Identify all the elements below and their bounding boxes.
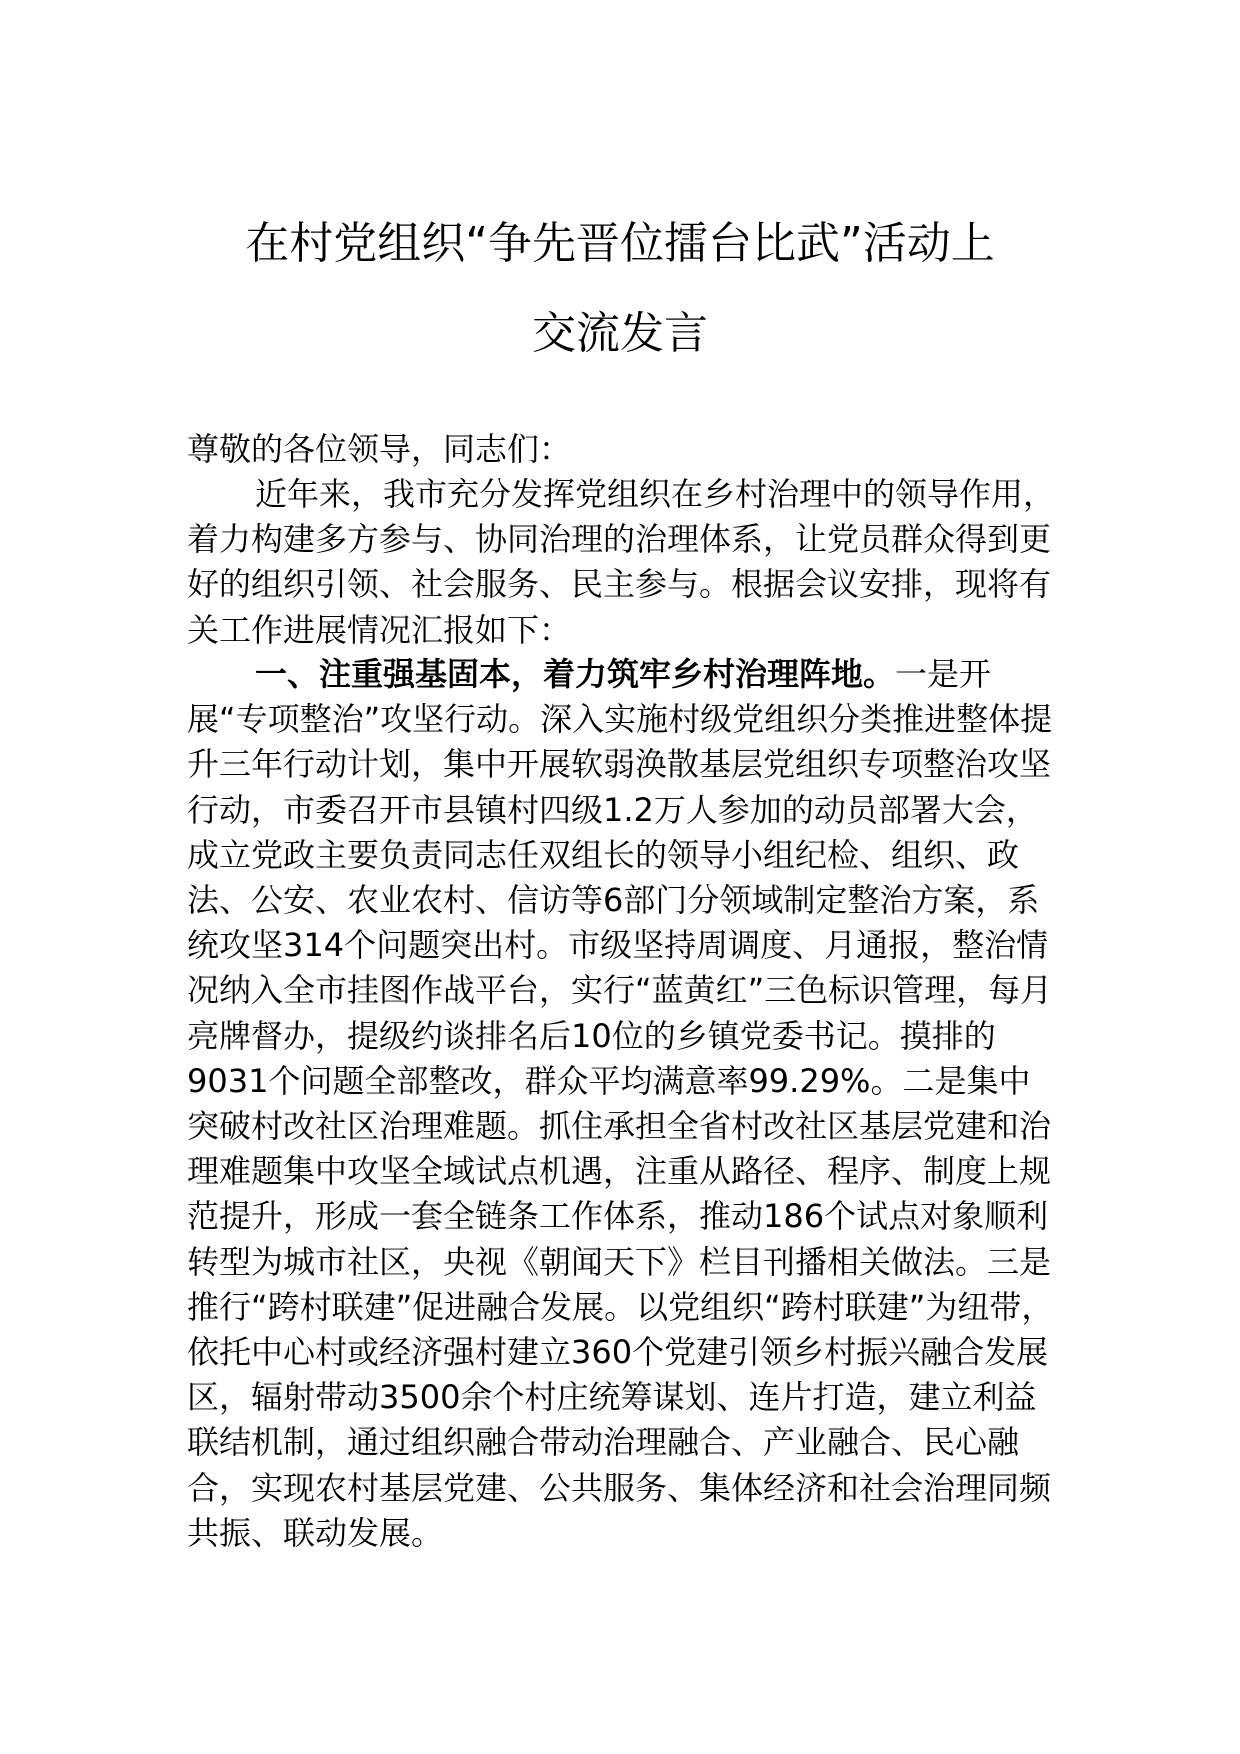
intro-paragraph-text: 近年来，我市充分发挥党组织在乡村治理中的领导作用，着力构建多方参与、协同治理的治理体系，让党员群众得到更好的组织引领、社会服务、民主参与。根据会议安排，现将有关工作进展情况汇报如下： bbox=[187, 475, 1056, 649]
section-1-paragraph bbox=[187, 652, 1057, 1556]
intro-paragraph bbox=[187, 472, 1057, 653]
section-1-heading: 一、注重强基固本，着力筑牢乡村治理阵地。 bbox=[255, 655, 896, 693]
section-1-body: 一是开展“专项整治”攻坚行动。深入实施村级党组织分类推进整体提升三年行动计划，集中开展软弱涣散基层党组织专项整治攻坚行动，市委召开市县镇村四级1.2万人参加的动员部署大会，成立党政主要负责同志任双组长的领导小组纪检、组织、政法、公安、农业农村、信访等6部门分领域制定整治方案，系统攻坚314个问题突出村。市级坚持周调度、月通报，整治情况纳入全市挂图作战平台，实行“蓝黄红”三色标识管理，每月亮牌督办，提级约谈排名后10位的乡镇党委书记。摸排的9031个问题全部整改，群众平均满意率99.29%。二是集中突破村改社区治理难题。抓住承担全省村改社区基层党建和治理难题集中攻坚全域试点机遇，注重从路径、程序、制度上规范提升，形成一套全链条工作体系，推动186个试点对象顺利转型为城市社区，央视《朝闻天下》栏目刊播相关做法。三是推行“跨村联建”促进融合发展。以党组织“跨村联建”为纽带，依托中心村或经济强村建立360个党建引领乡村振兴融合发展区，辐射带动3500余个村庄统筹谋划、连片打造，建立利益联结机制，通过组织融合带动治理融合、产业融合、民心融合，实现农村基层党建、公共服务、集体经济和社会治理同频共振、联动发展。 bbox=[187, 655, 1054, 1552]
document-title-line-2: 交流发言 bbox=[532, 308, 708, 359]
document-title-line-1: 在村党组织“争先晋位擂台比武”活动上 bbox=[245, 218, 995, 269]
salutation: 尊敬的各位领导，同志们： bbox=[187, 430, 572, 468]
